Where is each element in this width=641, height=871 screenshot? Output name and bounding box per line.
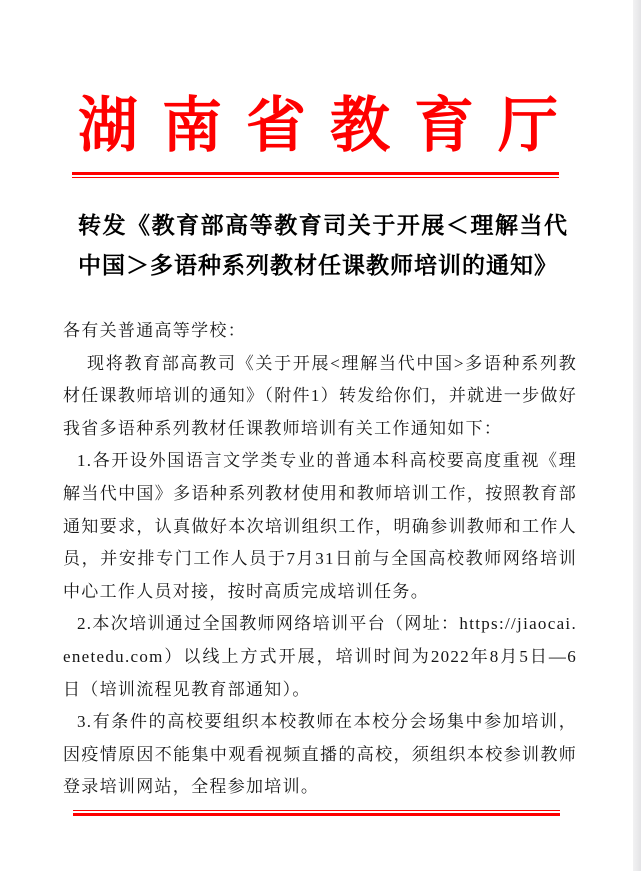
- letterhead-title: 湖 南 省 教 育 厅: [78, 93, 558, 159]
- page-edge-shadow: [633, 0, 641, 871]
- body-paragraph-item3: 3.有条件的高校要组织本校教师在本校分会场集中参加培训，因疫情原因不能集中观看视频直播的高校，须组织本校参训教师登录培训网站，全程参加培训。: [63, 712, 577, 797]
- body-paragraph-intro: 现将教育部高教司《关于开展<理解当代中国>多语种系列教材任课教师培训的通知》（附件1）转发给你们，并就进一步做好我省多语种系列教材任课教师培训有关工作通知如下：: [63, 353, 577, 438]
- document-title: 转发《教育部高等教育司关于开展＜理解当代中国＞多语种系列教材任课教师培训的通知》: [78, 213, 568, 278]
- body-paragraph-item2: 2.本次培训通过全国教师网络培训平台（网址：https://jiaocai.enetedu.com）以线上方式开展，培训时间为2022年8月5日—6日（培训流程见教育部通知）。: [63, 614, 577, 699]
- salutation: 各有关普通高等学校：: [63, 321, 246, 340]
- letterhead-divider: [72, 172, 559, 178]
- document-body: [63, 315, 577, 804]
- footer-divider: [73, 810, 560, 816]
- body-paragraph-item1: 1.各开设外国语言文学类专业的普通本科高校要高度重视《理解当代中国》多语种系列教材使用和教师培训工作，按照教育部通知要求，认真做好本次培训组织工作，明确参训教师和工作人员，并安排专门工作人员于7月31日前与全国高校教师网络培训中心工作人员对接，按时高质完成培训任务。: [63, 451, 577, 601]
